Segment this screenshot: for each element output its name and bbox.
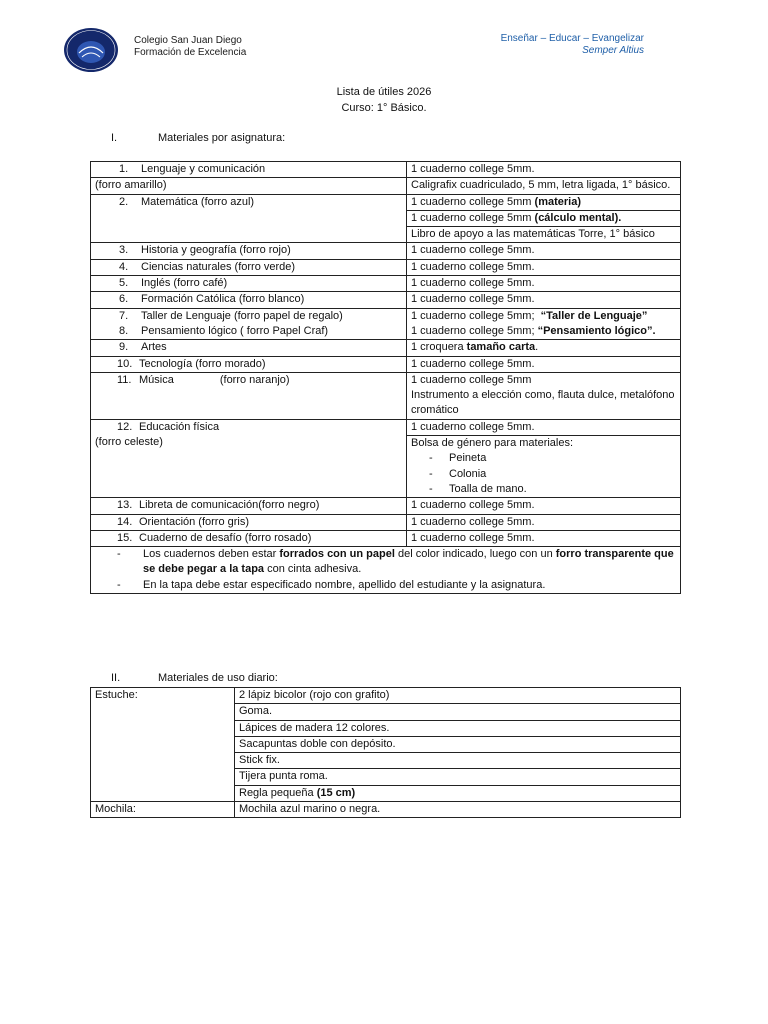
header-school [134, 35, 246, 58]
material-cell: 1 cuaderno college 5mm. [407, 530, 681, 546]
item-cell: Sacapuntas doble con depósito. [235, 736, 681, 752]
subject-cell [91, 243, 407, 259]
material-cell: 1 cuaderno college 5mm. [407, 419, 681, 435]
subject-cell [91, 340, 407, 356]
school-logo [63, 27, 119, 73]
item-cell: Lápices de madera 12 colores. [235, 720, 681, 736]
dash: - [429, 482, 433, 495]
note-1 [117, 547, 676, 578]
item-cell: 2 lápiz bicolor (rojo con grafito) [235, 688, 681, 704]
table-row [91, 194, 681, 210]
subject-name: Pensamiento lógico ( forro Papel Craf) [141, 324, 329, 337]
material-cell [407, 194, 681, 210]
material-cell: 1 cuaderno college 5mm. [407, 514, 681, 530]
material-cell: 1 cuaderno college 5mm. [407, 276, 681, 292]
item-text: Peineta [449, 452, 487, 465]
table-row [91, 514, 681, 530]
subject-number: 8. [119, 324, 129, 337]
subject-name: Matemática (forro azul) [141, 195, 255, 208]
table-row [91, 688, 681, 704]
subject-cell [91, 292, 407, 308]
table-row [91, 162, 681, 178]
table-row [91, 308, 681, 340]
material-cell [407, 210, 681, 226]
table-row [91, 802, 681, 818]
header-motto [501, 33, 644, 57]
subject-number: 10. [117, 357, 133, 370]
note-bold: forrados con un papel [279, 548, 395, 561]
material-cell: Caligrafix cuadriculado, 5 mm, letra ligada, 1° básico. [407, 178, 681, 194]
course-label: Curso: 1° Básico. [341, 102, 427, 114]
subject-cell: (forro amarillo) [91, 178, 407, 194]
subject-name: Lenguaje y comunicación [141, 163, 266, 175]
subject-number: 14. [117, 515, 133, 528]
notes-cell [91, 547, 681, 594]
table-row [91, 276, 681, 292]
category-cell: Mochila: [91, 802, 235, 818]
material-cell: 1 cuaderno college 5mm. [407, 356, 681, 372]
dash: - [117, 578, 121, 591]
material-line: 1 cuaderno college 5mm [411, 373, 532, 386]
school-tagline: Formación de Excelencia [134, 46, 247, 58]
material-bold: tamaño carta [466, 341, 536, 354]
subject-number: 3. [119, 244, 129, 257]
subject-number: 4. [119, 260, 129, 273]
section-1-heading [111, 132, 285, 144]
material-text: 1 cuaderno college 5mm; [411, 309, 535, 322]
document-title [0, 84, 768, 116]
material-line [411, 309, 676, 324]
note-bold: forro transparente que se debe pegar a la tapa [143, 548, 674, 576]
subject-8 [119, 324, 402, 339]
material-bold: (materia) [534, 195, 581, 208]
table-row [91, 419, 681, 435]
list-item [411, 451, 676, 466]
note-text [143, 547, 676, 578]
material-cell: 1 cuaderno college 5mm. [407, 498, 681, 514]
subject-forro: (forro naranjo) [219, 373, 290, 386]
subject-cell [91, 514, 407, 530]
subject-number: 9. [119, 341, 129, 354]
material-line [411, 324, 676, 339]
dash: - [429, 452, 433, 465]
school-name: Colegio San Juan Diego [134, 35, 242, 46]
section-number: I. [111, 132, 118, 144]
note-part: Los cuadernos deben estar [143, 548, 277, 561]
item-text: Colonia [449, 467, 487, 480]
subject-name: Cuaderno de desafío (forro rosado) [139, 531, 312, 544]
subject-cell [91, 162, 407, 178]
section-number: II. [111, 672, 121, 684]
material-cell [407, 308, 681, 340]
material-cell [407, 340, 681, 356]
subject-number: 1. [119, 163, 129, 175]
material-cell: 1 cuaderno college 5mm. [407, 259, 681, 275]
table-row [91, 498, 681, 514]
item-cell: Mochila azul marino o negra. [235, 802, 681, 818]
item-cell: Tijera punta roma. [235, 769, 681, 785]
subject-name: Educación física [139, 420, 220, 433]
subject-number: 11. [117, 373, 132, 386]
material-cell: 1 cuaderno college 5mm. [407, 292, 681, 308]
item-text: Regla pequeña [239, 786, 314, 799]
subject-name: Taller de Lenguaje (forro papel de regalo) [141, 309, 343, 322]
item-cell: Goma. [235, 704, 681, 720]
subjects-table [90, 161, 681, 594]
section-2-heading [111, 672, 278, 684]
table-row [91, 340, 681, 356]
subject-name: Música [139, 373, 174, 386]
material-text: 1 cuaderno college 5mm [411, 211, 532, 224]
subject-forro: (forro celeste) [95, 436, 163, 449]
material-bold: “Pensamiento lógico”. [537, 324, 656, 337]
subject-number: 12. [117, 420, 133, 433]
table-row [91, 372, 681, 419]
daily-materials-table [90, 687, 681, 818]
item-bold: (15 cm) [316, 786, 356, 799]
dash: - [429, 467, 433, 480]
material-text: 1 cuaderno college 5mm; [411, 324, 535, 337]
notes-row [91, 547, 681, 594]
subject-cell [91, 259, 407, 275]
table-row [91, 356, 681, 372]
material-line: Instrumento a elección como, flauta dulce, metalófono cromático [411, 389, 675, 417]
note-part: con cinta adhesiva. [267, 563, 362, 576]
material-text: 1 croquera [411, 341, 464, 354]
subject-cell [91, 308, 407, 340]
subject-name: Ciencias naturales (forro verde) [141, 260, 296, 273]
subject-cell [91, 530, 407, 546]
latin-motto: Semper Altius [582, 45, 644, 56]
section-title: Materiales por asignatura: [158, 132, 286, 144]
material-cell [407, 372, 681, 419]
dash: - [117, 548, 121, 561]
item-text: Toalla de mano. [449, 482, 527, 495]
subject-cell [91, 372, 407, 419]
section-title: Materiales de uso diario: [158, 672, 278, 684]
subject-name: Inglés (forro café) [141, 277, 228, 290]
material-line: Bolsa de género para materiales: [411, 437, 574, 450]
material-cell: Libro de apoyo a las matemáticas Torre, 1° básico [407, 227, 681, 243]
material-cell [407, 436, 681, 498]
item-cell [235, 785, 681, 801]
subject-number: 2. [119, 195, 129, 208]
item-cell: Stick fix. [235, 753, 681, 769]
subject-name: Formación Católica (forro blanco) [141, 293, 305, 306]
list-item [411, 482, 676, 497]
note-text: En la tapa debe estar especificado nombre, apellido del estudiante y la asignatura. [143, 578, 546, 591]
table-row [91, 178, 681, 194]
subject-cell [91, 356, 407, 372]
note-part: del color indicado, luego con un [397, 548, 553, 561]
table-row [91, 292, 681, 308]
subject-cell [91, 419, 407, 497]
material-cell: 1 cuaderno college 5mm. [407, 243, 681, 259]
material-text: 1 cuaderno college 5mm [411, 195, 532, 208]
subject-name: Libreta de comunicación(forro negro) [139, 499, 320, 512]
table-row [91, 530, 681, 546]
subject-number: 15. [117, 531, 133, 544]
motto-text: Enseñar – Educar – Evangelizar [500, 33, 644, 44]
subject-cell [91, 194, 407, 243]
subject-name: Orientación (forro gris) [139, 515, 250, 528]
subject-number: 7. [119, 309, 129, 322]
material-cell: 1 cuaderno college 5mm. [407, 162, 681, 178]
table-row [91, 259, 681, 275]
category-cell: Estuche: [91, 688, 235, 802]
subject-cell [91, 498, 407, 514]
list-item [411, 467, 676, 482]
list-title: Lista de útiles 2026 [336, 86, 432, 98]
table-row [91, 243, 681, 259]
subject-12 [95, 420, 402, 435]
subject-number: 6. [119, 293, 129, 306]
subject-7 [119, 309, 402, 324]
material-bold: “Taller de Lenguaje” [540, 309, 648, 322]
subject-cell [91, 276, 407, 292]
subject-name: Artes [141, 341, 167, 354]
material-bold: (cálculo mental). [534, 211, 622, 224]
subject-number: 13. [117, 499, 133, 512]
subject-number: 5. [119, 277, 129, 290]
subject-name: Tecnología (forro morado) [139, 357, 266, 370]
note-2 [117, 578, 676, 593]
material-text: . [535, 341, 539, 354]
subject-name: Historia y geografía (forro rojo) [141, 244, 291, 257]
